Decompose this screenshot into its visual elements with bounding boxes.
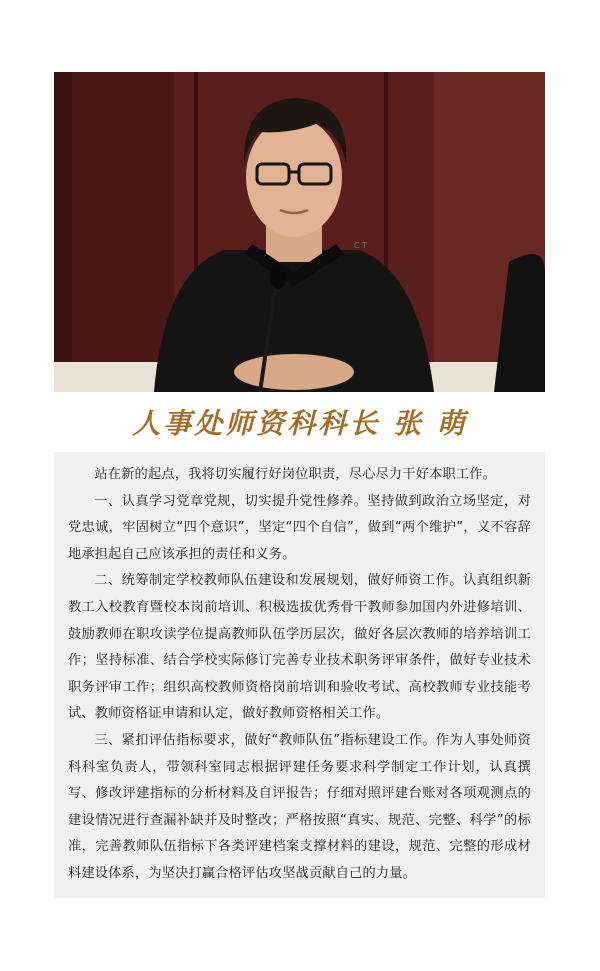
paragraph: 一、认真学习党章党规，切实提升党性修养。坚持做到政治立场坚定，对党忠诚，牢固树立“四个意识”，坚定“四个自信”，做到“两个维护”，义不容辞地承担起自己应该承担的责任和义务。: [68, 493, 531, 562]
portrait-photo: [54, 72, 545, 392]
page-title: 人事处师资科科长 张 萌: [132, 407, 468, 440]
paragraph: 三、紧扣评估指标要求，做好“教师队伍”指标建设工作。作为人事处师资科科室负责人，带领科室同志根据评建任务要求科学制定工作计划，认真撰写、修改评建指标的分析材料及自评报告；仔细对照评建台账对各项观测点的建设情况进行查漏补缺并及时整改；严格按照“真实、规范、完整、科学”的标准，完善教师队伍指标下各类评建档案支撑材料的建设，规范、完整的形成材料建设体系，为坚决打赢合格评估攻坚战贡献自己的力量。: [68, 732, 531, 881]
svg-text:C T: C T: [354, 241, 368, 250]
article-panel: [54, 452, 545, 898]
paragraph: 站在新的起点，我将切实履行好岗位职责，尽心尽力干好本职工作。: [94, 467, 497, 482]
paragraph: 二、统筹制定学校教师队伍建设和发展规划，做好师资工作。认真组织新教工入校教育暨校本岗前培训、积极选拔优秀骨干教师参加国内外进修培训、鼓励教师在职攻读学位提高教师队伍学历层次，做好各层次教师的培养培训工作；坚持标准、结合学校实际修订完善专业技术职务评审条件，做好专业技术职务评审工作；组织高校教师资格岗前培训和验收考试、高校教师专业技能考试、教师资格证申请和认定，做好教师资格相关工作。: [68, 573, 531, 722]
